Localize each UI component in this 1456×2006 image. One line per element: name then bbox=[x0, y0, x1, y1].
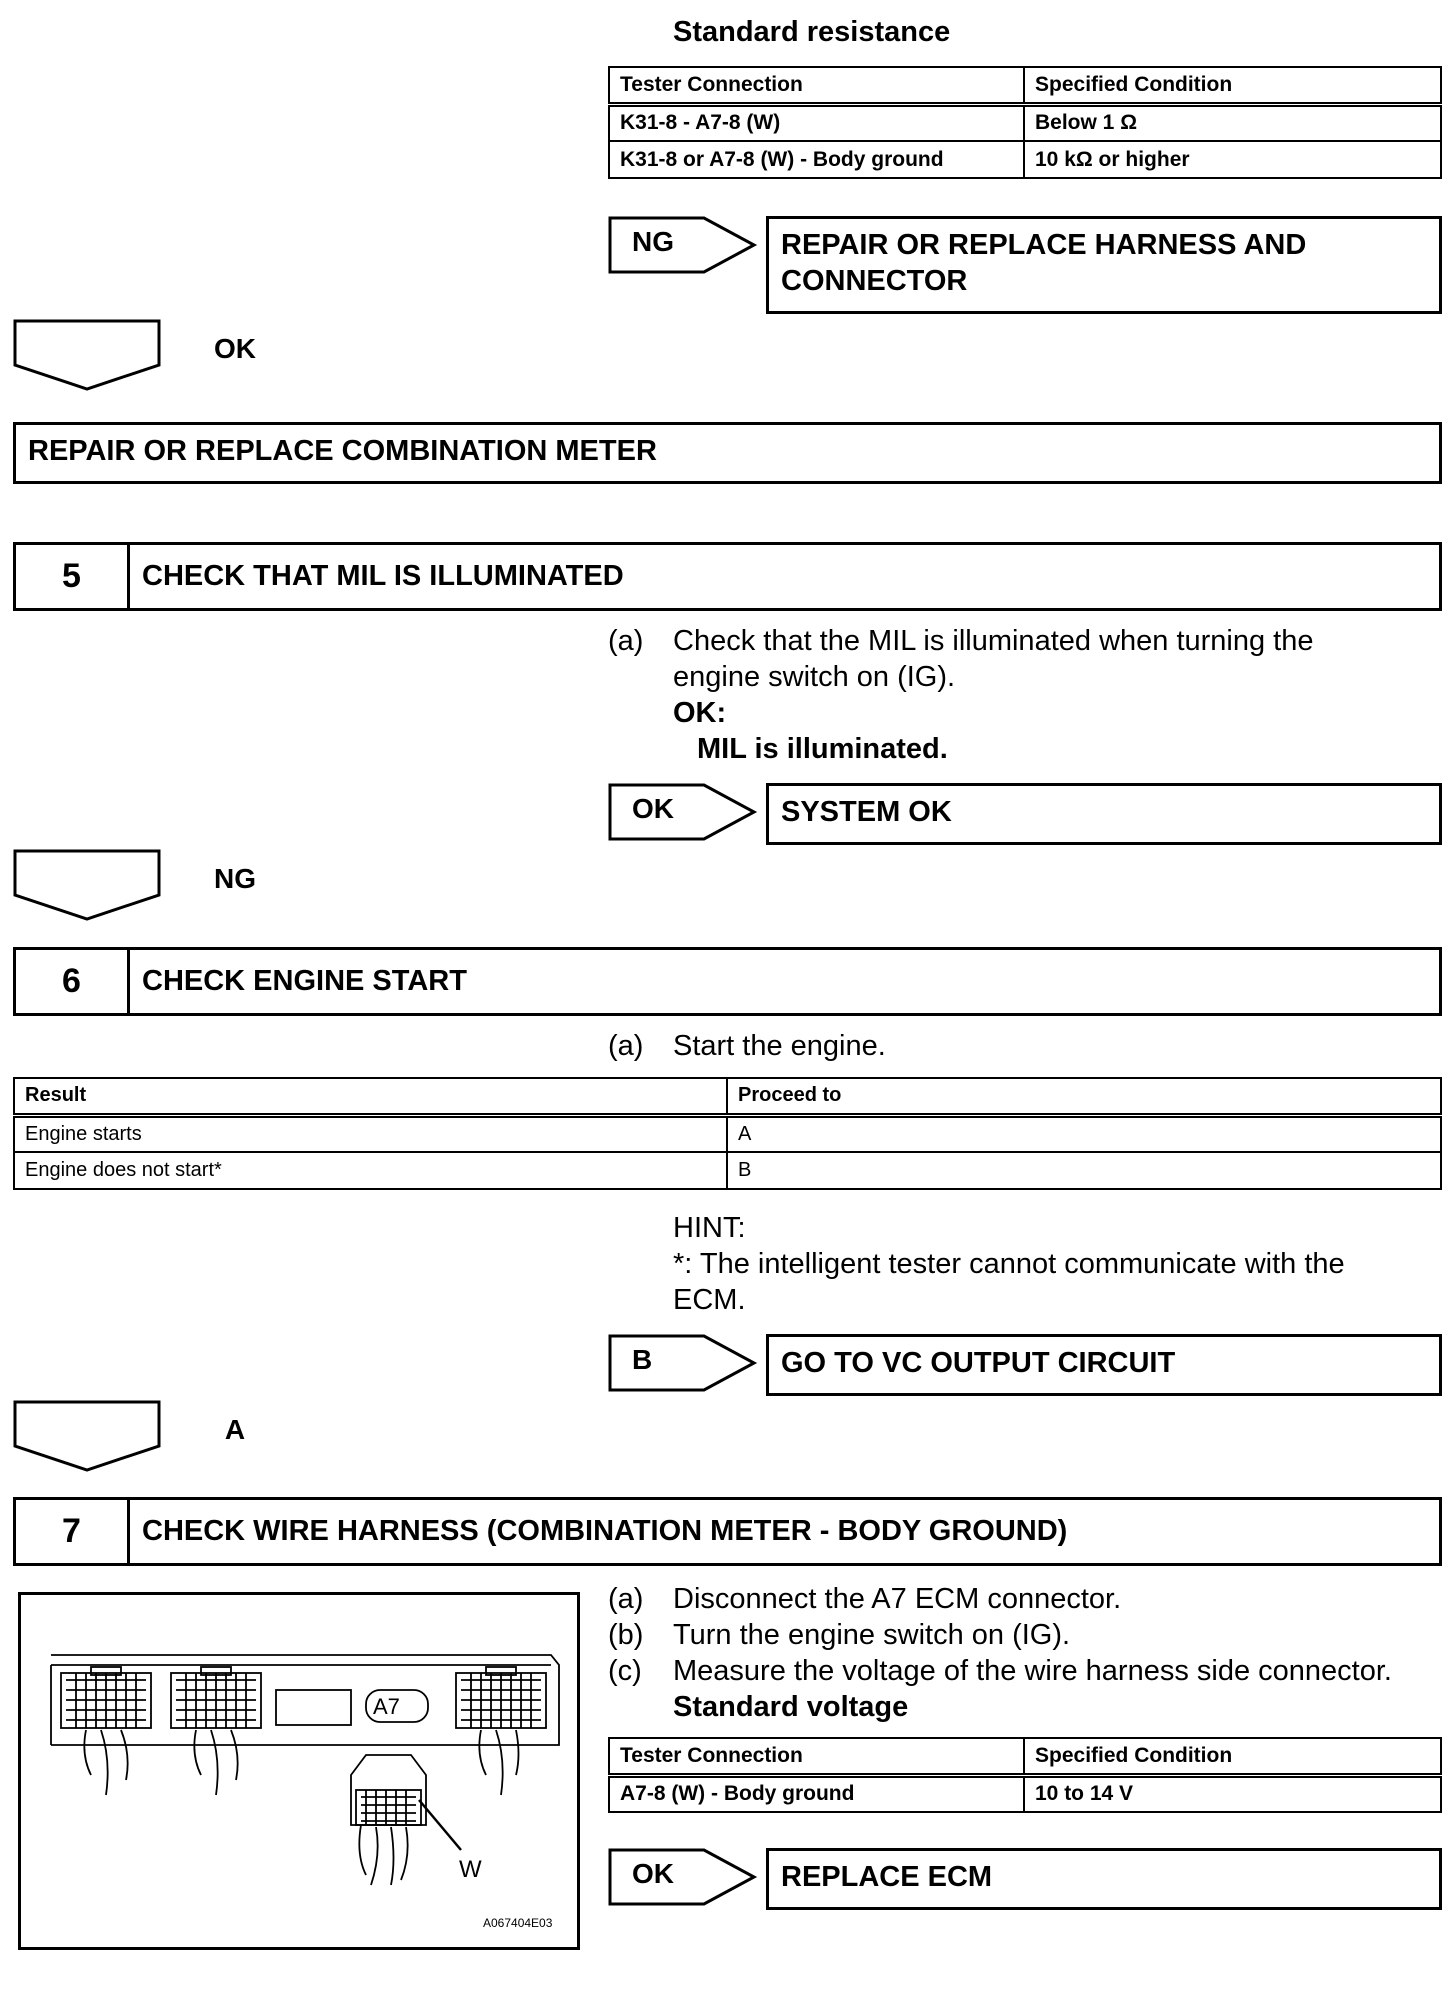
step-number: 6 bbox=[16, 950, 130, 1013]
action-line: REPAIR OR REPLACE HARNESS AND bbox=[781, 229, 1307, 261]
item-marker: (c) bbox=[608, 1655, 642, 1687]
action-text: REPLACE ECM bbox=[781, 1861, 993, 1893]
step-5-item-a bbox=[673, 623, 1314, 767]
table-header: Specified Condition bbox=[1024, 1738, 1441, 1775]
table-cell: 10 kΩ or higher bbox=[1024, 141, 1441, 178]
ng-action-box bbox=[766, 216, 1442, 314]
step-7-items bbox=[673, 1581, 1392, 1725]
connector-label: A7 bbox=[373, 1694, 400, 1719]
right-arrow-tag-icon bbox=[608, 783, 758, 841]
ok-label: OK: bbox=[673, 697, 727, 729]
ecm-connector-illustration bbox=[21, 1595, 577, 1947]
tag-label: OK bbox=[632, 793, 674, 824]
table-header: Proceed to bbox=[727, 1078, 1441, 1115]
resistance-table bbox=[608, 66, 1442, 179]
table-cell: A bbox=[727, 1115, 1441, 1152]
ng-branch-tag bbox=[608, 216, 758, 274]
hint-text: ECM. bbox=[673, 1284, 746, 1316]
step-title: CHECK ENGINE START bbox=[142, 965, 467, 997]
right-arrow-tag-icon bbox=[608, 1334, 758, 1392]
hint-text: *: The intelligent tester cannot communicate with the bbox=[673, 1248, 1345, 1280]
table-cell: K31-8 - A7-8 (W) bbox=[609, 104, 1024, 141]
tag-label: OK bbox=[632, 1858, 674, 1889]
ok-branch-tag bbox=[608, 783, 758, 841]
down-arrow-tag-icon bbox=[13, 849, 161, 921]
table-cell: B bbox=[727, 1152, 1441, 1189]
item-text: Check that the MIL is illuminated when turning the bbox=[673, 625, 1314, 657]
step-title: CHECK THAT MIL IS ILLUMINATED bbox=[142, 560, 624, 592]
tag-label: A bbox=[224, 1414, 246, 1445]
item-text: Disconnect the A7 ECM connector. bbox=[673, 1583, 1122, 1615]
wire-label: W bbox=[459, 1856, 482, 1883]
right-arrow-tag-icon bbox=[608, 216, 758, 274]
ok-branch-tag bbox=[608, 1848, 758, 1906]
step-number: 7 bbox=[16, 1500, 130, 1563]
ok-action-box bbox=[766, 783, 1442, 845]
item-text: Measure the voltage of the wire harness side connector. bbox=[673, 1655, 1392, 1687]
down-arrow-tag-icon bbox=[13, 319, 161, 391]
item-marker: (b) bbox=[608, 1619, 644, 1651]
table-row bbox=[14, 1115, 1441, 1152]
table-cell: Engine does not start* bbox=[14, 1152, 727, 1189]
table-row bbox=[14, 1152, 1441, 1189]
right-arrow-tag-icon bbox=[608, 1848, 758, 1906]
table-cell: Engine starts bbox=[14, 1115, 727, 1152]
item-marker: (a) bbox=[608, 1583, 644, 1615]
item-text: Start the engine. bbox=[673, 1030, 886, 1062]
table-cell: A7-8 (W) - Body ground bbox=[609, 1775, 1024, 1812]
table-header: Tester Connection bbox=[609, 1738, 1024, 1775]
b-action-box bbox=[766, 1334, 1442, 1396]
ok-action-box bbox=[13, 422, 1442, 484]
action-text: GO TO VC OUTPUT CIRCUIT bbox=[781, 1347, 1176, 1379]
step-7-item-markers bbox=[608, 1581, 643, 1689]
figure-code: A067404E03 bbox=[483, 1916, 553, 1930]
action-line: CONNECTOR bbox=[781, 265, 968, 297]
table-cell: K31-8 or A7-8 (W) - Body ground bbox=[609, 141, 1024, 178]
ng-branch-tag bbox=[13, 849, 256, 921]
ok-action-box bbox=[766, 1848, 1442, 1910]
action-text: SYSTEM OK bbox=[781, 796, 952, 828]
hint-block bbox=[673, 1210, 1345, 1318]
down-arrow-tag-icon bbox=[13, 1400, 161, 1472]
step-7-header bbox=[13, 1497, 1442, 1566]
ok-condition: MIL is illuminated. bbox=[697, 733, 948, 765]
table-row bbox=[609, 141, 1441, 178]
hint-label: HINT: bbox=[673, 1212, 746, 1244]
table-header: Specified Condition bbox=[1024, 67, 1441, 104]
result-table bbox=[13, 1077, 1442, 1190]
step-title: CHECK WIRE HARNESS (COMBINATION METER - BODY GROUND) bbox=[142, 1515, 1068, 1547]
b-branch-tag bbox=[608, 1334, 758, 1392]
std-voltage-label: Standard voltage bbox=[673, 1691, 909, 1723]
tag-label: NG bbox=[632, 226, 674, 257]
a-branch-tag bbox=[13, 1400, 246, 1472]
table-cell: Below 1 Ω bbox=[1024, 104, 1441, 141]
std-resistance-label: Standard resistance bbox=[673, 16, 951, 48]
item-marker: (a) bbox=[608, 625, 644, 657]
item-text: engine switch on (IG). bbox=[673, 661, 956, 693]
table-row bbox=[609, 1775, 1441, 1812]
tag-label: NG bbox=[214, 863, 256, 894]
table-header: Result bbox=[14, 1078, 727, 1115]
tag-label: B bbox=[632, 1344, 653, 1375]
item-text: Turn the engine switch on (IG). bbox=[673, 1619, 1071, 1651]
step-number: 5 bbox=[16, 545, 130, 608]
connector-figure bbox=[18, 1592, 580, 1950]
table-cell: 10 to 14 V bbox=[1024, 1775, 1441, 1812]
ok-branch-tag bbox=[13, 319, 256, 391]
step-5-header bbox=[13, 542, 1442, 611]
action-text: REPAIR OR REPLACE COMBINATION METER bbox=[28, 435, 657, 467]
table-header: Tester Connection bbox=[609, 67, 1024, 104]
item-marker: (a) bbox=[608, 1030, 644, 1062]
step-6-header bbox=[13, 947, 1442, 1016]
tag-label: OK bbox=[214, 333, 256, 364]
voltage-table bbox=[608, 1737, 1442, 1813]
table-row bbox=[609, 104, 1441, 141]
